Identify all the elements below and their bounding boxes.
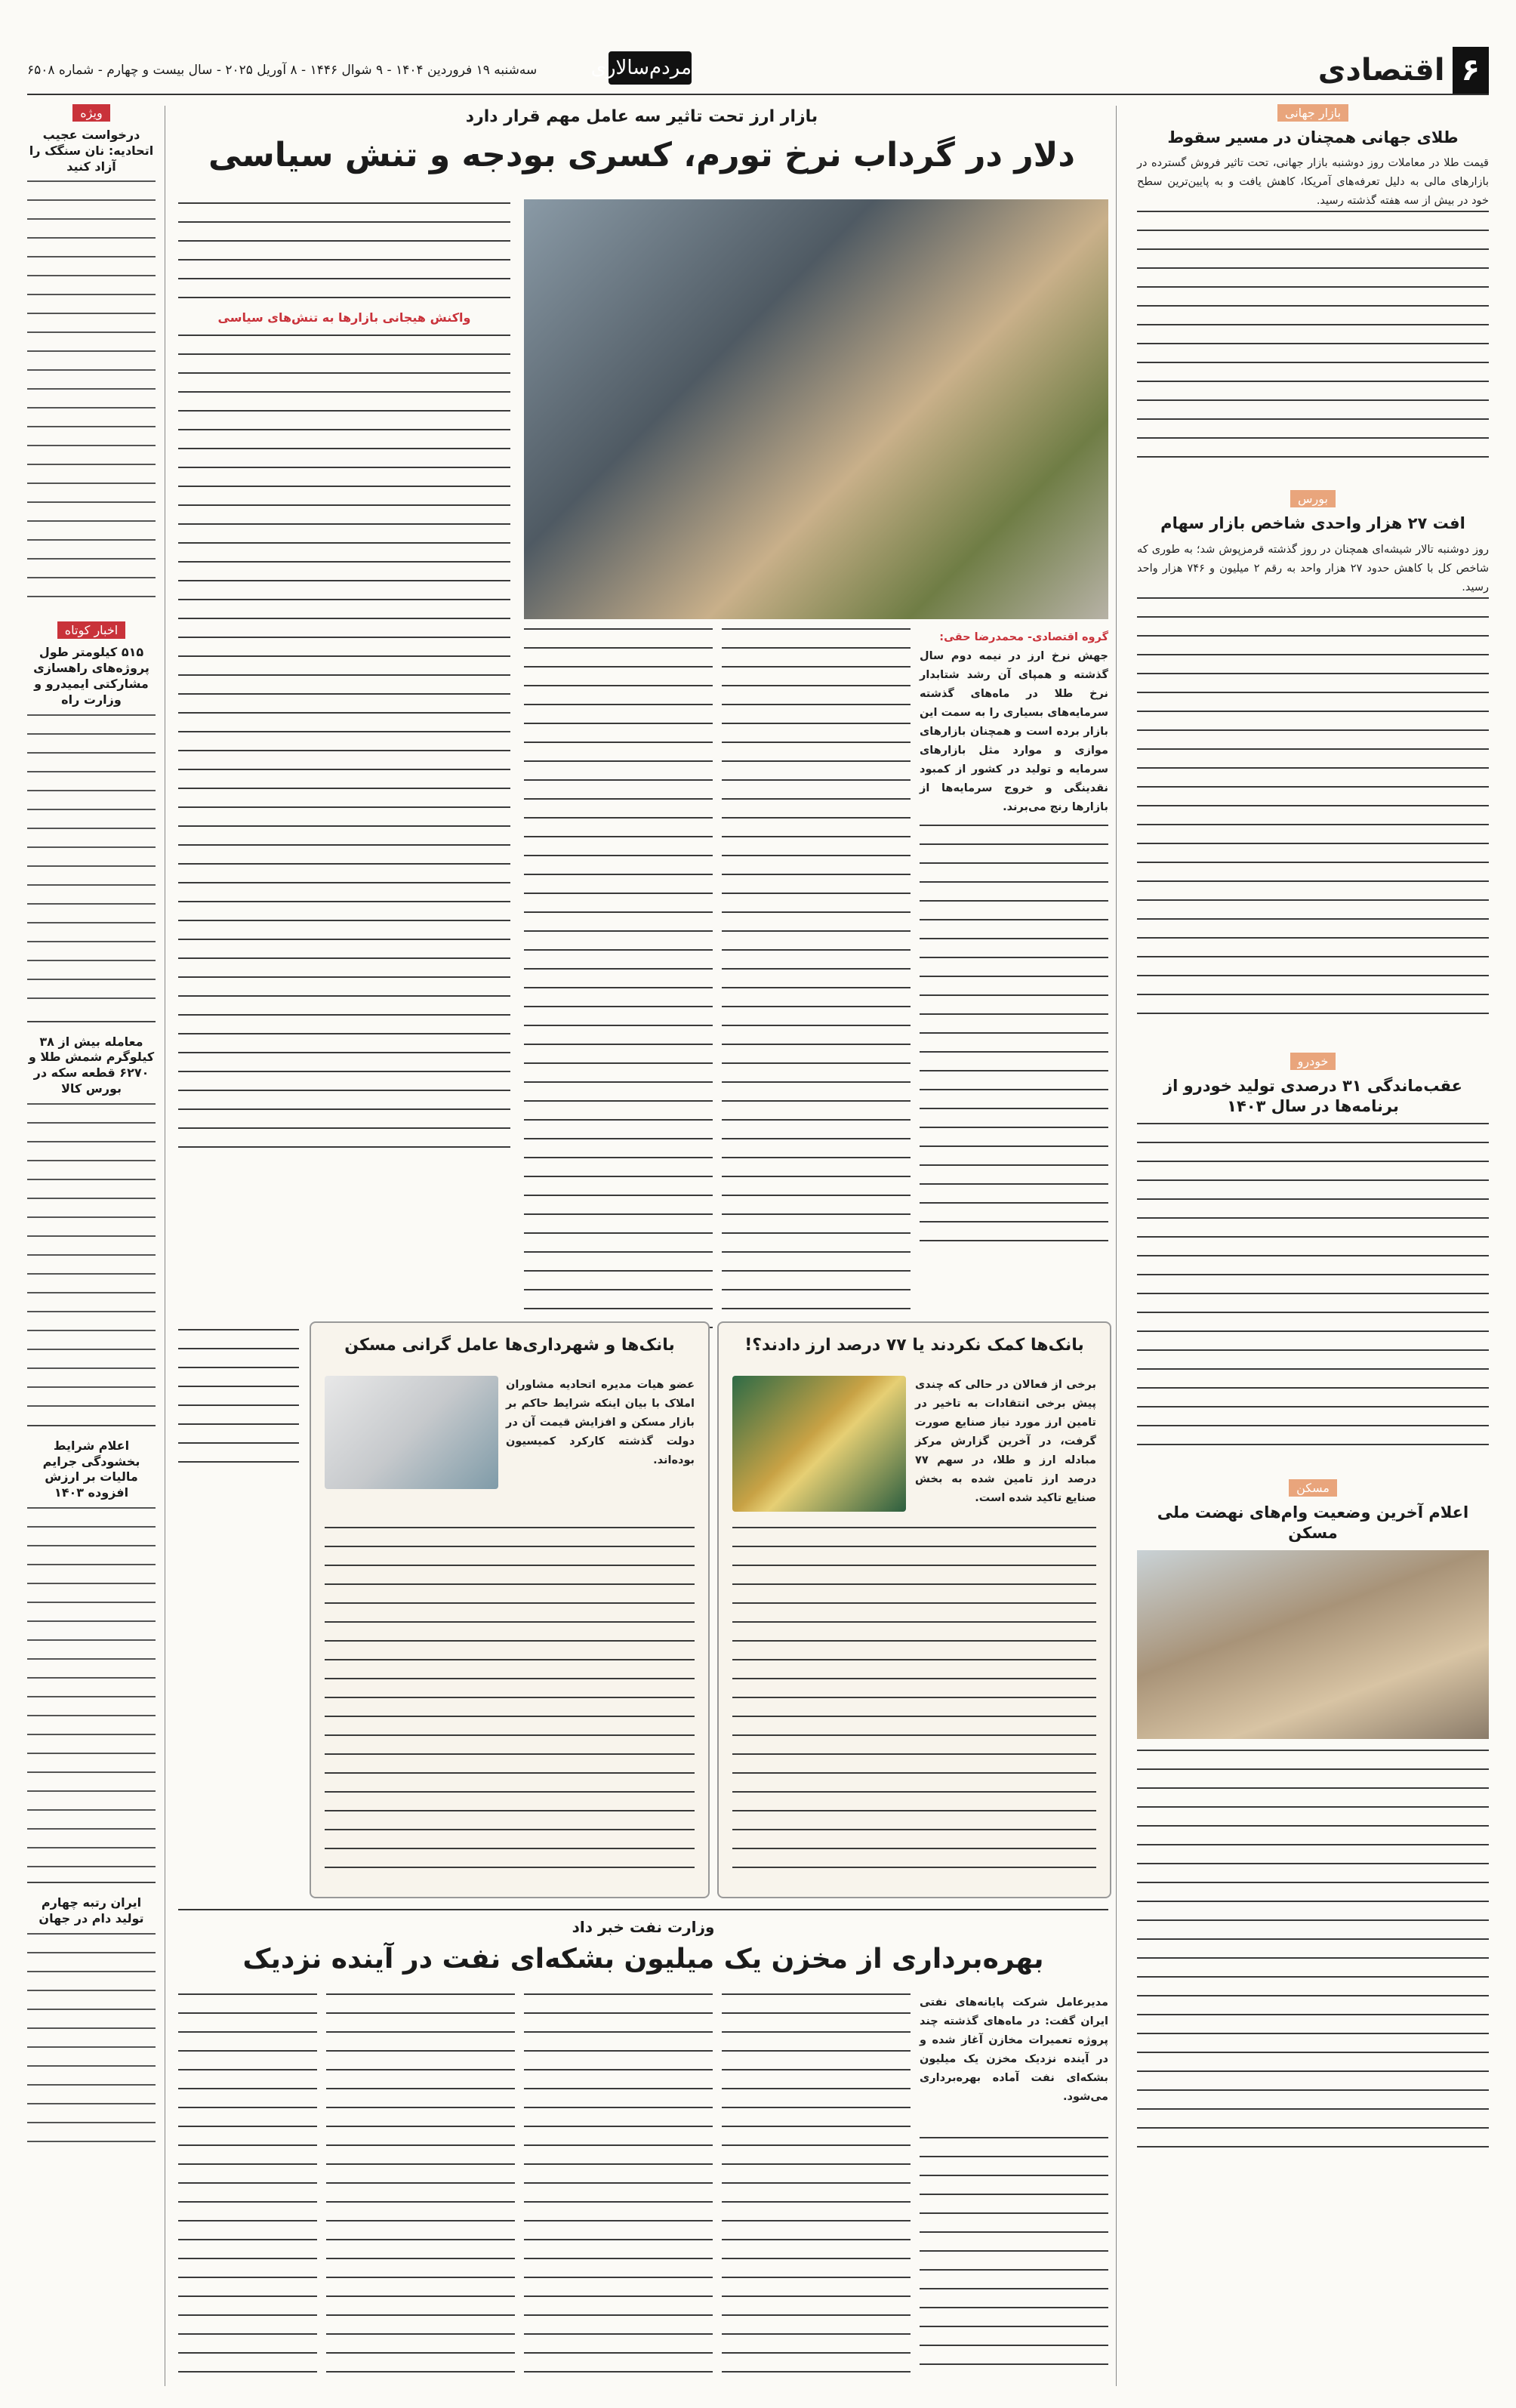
left2-title: ۵۱۵ کیلومتر طول پروژه‌های راهسازی مشارکتی ایمیدرو و وزارت راه bbox=[33, 645, 149, 707]
left3-body bbox=[27, 1103, 156, 1413]
currency-photo bbox=[524, 199, 1108, 619]
left2-body bbox=[27, 714, 156, 1009]
main-subhead: واکنش هیجانی بازارها به تنش‌های سیاسی bbox=[217, 310, 471, 325]
left-divider bbox=[27, 1425, 156, 1426]
section-title bbox=[1318, 47, 1489, 94]
dollar-sign-photo bbox=[732, 1376, 906, 1512]
oil-top-rule bbox=[178, 1909, 1108, 1910]
oil-body bbox=[920, 2137, 1108, 2379]
main-column-left bbox=[178, 202, 510, 1150]
housing-title: اعلام آخرین وضعیت وام‌های نهضت ملی مسکن bbox=[1157, 1503, 1469, 1543]
oil-body bbox=[326, 1993, 515, 2379]
text-block bbox=[920, 825, 1108, 1247]
main-story bbox=[178, 104, 1105, 189]
left4-title: اعلام شرایط بخشودگی جرایم مالیات بر ارزش افزوده ۱۴۰۳ bbox=[42, 1438, 140, 1500]
main-headline: دلار در گرداب نرخ تورم، کسری بودجه و تنش سیاسی bbox=[208, 136, 1075, 174]
main-column-2 bbox=[524, 628, 713, 1330]
oil-story bbox=[178, 1918, 1108, 1988]
housing-photo bbox=[1137, 1550, 1489, 1739]
stock-lead: روز دوشنبه تالار شیشه‌ای همچنان در روز گذشته قرمزپوش شد؛ به طوری که شاخص کل با کاهش حدود ۲۷ هزار واحد به رقم ۲ میلیون و ۷۴۶ هزار واحد رسید. bbox=[1137, 543, 1489, 594]
left4-body bbox=[27, 1507, 156, 1870]
housing-kicker: مسکن bbox=[1289, 1479, 1337, 1497]
masthead bbox=[27, 47, 1489, 95]
text-block bbox=[524, 628, 713, 1330]
box1-body bbox=[732, 1527, 1096, 1882]
text-block bbox=[178, 202, 510, 301]
gold-body bbox=[1137, 211, 1489, 467]
stock-title: افت ۲۷ هزار واحدی شاخص بازار سهام bbox=[1160, 514, 1465, 533]
main-lead: جهش نرخ ارز در نیمه دوم سال گذشته و همپای آن رشد شتابدار نرخ طلا در ماه‌های گذشته سرمایه‌های بسیاری را به سمت این بازار برده است و همچنان بازارهای موازی و موارد مثل بازارهای سرمایه و تولید در کشور از کمبود نقدینگی و خروج سرمایه‌ها از بازارها رنج می‌برند. bbox=[920, 650, 1108, 813]
column-divider bbox=[1116, 106, 1117, 2386]
house-model-photo bbox=[325, 1376, 498, 1489]
page-number: ۶ bbox=[1453, 47, 1489, 94]
oil-body bbox=[178, 1993, 317, 2379]
left1-body bbox=[27, 180, 156, 611]
gold-title: طلای جهانی همچنان در مسیر سقوط bbox=[1167, 128, 1459, 146]
left5-body bbox=[27, 1933, 156, 2160]
box1-title: بانک‌ها کمک نکردند یا ۷۷ درصد ارز دادند؟! bbox=[744, 1336, 1084, 1355]
oil-body bbox=[722, 1993, 911, 2379]
left2-kicker: اخبار کوتاه bbox=[57, 621, 125, 639]
left-divider bbox=[27, 1882, 156, 1883]
left3-title: معامله بیش از ۳۸ کیلوگرم شمش طلا و ۶۲۷۰ قطعه سکه در بورس کالا bbox=[28, 1034, 155, 1096]
box-banks-currency bbox=[717, 1321, 1111, 1898]
main-column-3 bbox=[722, 628, 911, 1330]
gold-kicker: بازار جهانی bbox=[1277, 104, 1348, 122]
text-block bbox=[722, 628, 911, 1330]
main-column-overflow bbox=[178, 1329, 299, 1465]
stock-body bbox=[1137, 597, 1489, 1031]
oil-body bbox=[524, 1993, 713, 2379]
main-lead-label: گروه اقتصادی- محمدرضا حقی: bbox=[939, 631, 1108, 643]
box2-title: بانک‌ها و شهرداری‌ها عامل گرانی مسکن bbox=[344, 1336, 675, 1355]
newspaper-logo: مردم‌سالاری bbox=[609, 51, 692, 85]
main-kicker: بازار ارز تحت تاثیر سه عامل مهم قرار دارد bbox=[465, 107, 818, 126]
car-kicker: خودرو bbox=[1290, 1053, 1336, 1070]
box1-lead: برخی از فعالان در حالی که چندی پیش برخی انتقادات به تاخیر در تامین ارز مورد نیاز صنایع صورت گرفت، در آخرین گزارش مرکز مبادله ارز و طلا، در سهم ۷۷ درصد ارز تامین شده به بخش صنایع تاکید شده است. bbox=[915, 1379, 1096, 1504]
text-block bbox=[178, 335, 510, 1150]
issue-info: سه‌شنبه ۱۹ فروردین ۱۴۰۴ - ۹ شوال ۱۴۴۶ - ۸ آوریل ۲۰۲۵ - سال بیست و چهارم - شماره ۶۵۰۸ bbox=[27, 63, 538, 78]
car-title: عقب‌ماندگی ۳۱ درصدی تولید خودرو از برنامه‌ها در سال ۱۴۰۳ bbox=[1163, 1076, 1462, 1115]
oil-headline: بهره‌برداری از مخزن یک میلیون بشکه‌ای نفت در آینده نزدیک bbox=[242, 1944, 1044, 1975]
left1-title: درخواست عجیب اتحادیه: نان سنگک را آزاد کنید bbox=[29, 128, 154, 174]
section-label: اقتصادی bbox=[1317, 53, 1445, 88]
left-column bbox=[27, 104, 156, 2160]
box-housing-prices bbox=[310, 1321, 710, 1898]
left5-title: ایران رتبه چهارم تولید دام در جهان bbox=[39, 1895, 144, 1925]
left1-kicker: ویژه bbox=[72, 104, 109, 122]
stock-kicker: بورس bbox=[1290, 490, 1336, 507]
housing-body bbox=[1137, 1750, 1489, 2165]
left-divider bbox=[27, 1021, 156, 1022]
car-body bbox=[1137, 1123, 1489, 1463]
text-block bbox=[178, 1329, 299, 1465]
oil-kicker: وزارت نفت خبر داد bbox=[572, 1918, 715, 1936]
main-column-4 bbox=[920, 628, 1108, 1247]
box2-lead: عضو هیات مدیره اتحادیه مشاوران املاک با بیان اینکه شرایط حاکم بر بازار مسکن و افزایش قیمت آن در دولت گذشته کارکرد کمیسیون بوده‌اند. bbox=[506, 1379, 695, 1466]
oil-lead: مدیرعامل شرکت پایانه‌های نفتی ایران گفت: در ماه‌های گذشته چند پروژه تعمیرات مخازن آغاز شده و در آینده نزدیک مخزن یک میلیون بشکه‌ای نفت آماده بهره‌برداری می‌شود. bbox=[920, 1996, 1108, 2103]
box2-body bbox=[325, 1527, 695, 1882]
gold-lead: قیمت طلا در معاملات روز دوشنبه بازار جهانی، تحت تاثیر فروش گسترده در بازارهای مالی به دلیل تعرفه‌های آمریکا، کاهش یافت و به پایین‌ترین سطح خود در بیش از سه هفته گذشته رسید. bbox=[1137, 157, 1489, 208]
right-column bbox=[1137, 104, 1489, 2165]
